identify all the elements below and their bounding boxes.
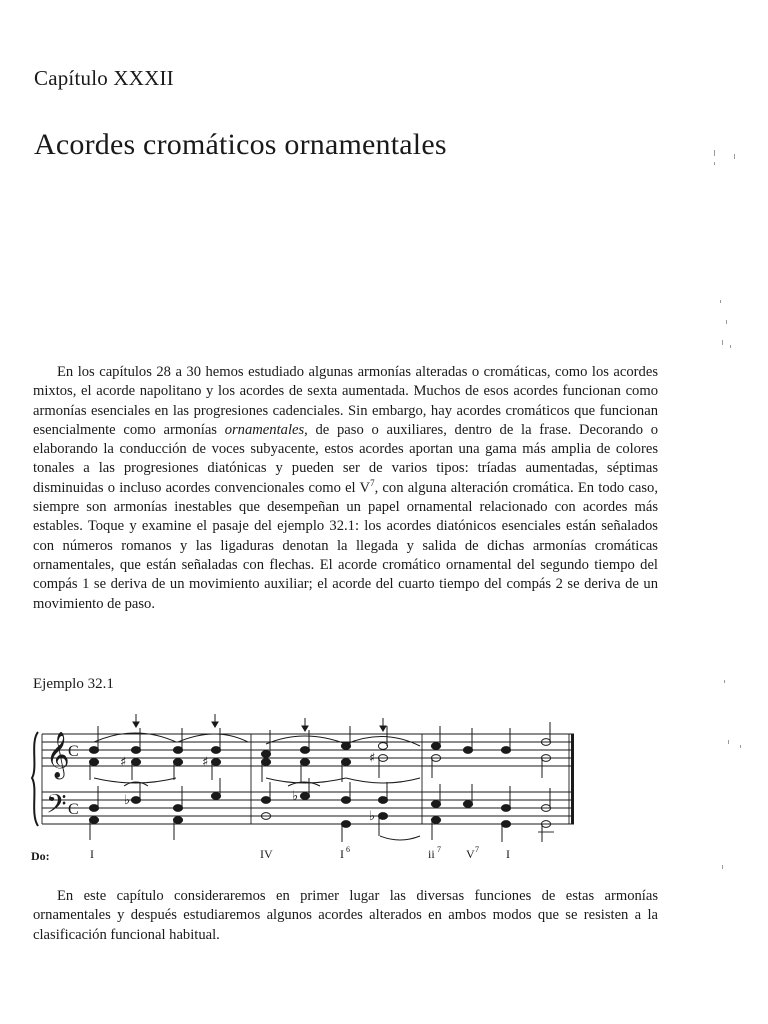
roman-numeral: I [340,847,344,861]
sharp-icon: ♯ [369,751,376,766]
music-example-score [28,712,588,872]
note [463,747,472,754]
scan-margin-marks [700,140,768,900]
note [300,793,309,800]
arrow-down-icon [133,714,139,727]
note [89,747,98,754]
note [300,747,309,754]
note [173,747,182,754]
bass-time-signature: C [68,801,79,818]
note [261,759,270,766]
chapter-label: Capítulo XXXII [34,66,174,90]
flat-icon: ♭ [369,809,376,824]
chapter-title: Acordes cromáticos ornamentales [34,128,447,161]
treble-time-signature: C [68,743,79,760]
note [261,751,270,758]
paragraph-1-text-a: En los capítulos 28 a 30 hemos estudiado algunas armonías alteradas o cromáticas, como los acordes mixtos, el acorde napolitano y los acordes de sexta aumentada. Muchos de esos acordes funcionan como armonías esenciales en las progresiones cadenciales. Sin embargo, hay acordes cromáticos que funcionan esencialmente como armonías [33,364,658,438]
note [211,747,220,754]
note [300,759,309,766]
roman-numeral: I [90,847,94,861]
roman-numeral: V [466,847,475,861]
roman-numeral: I [506,847,510,861]
roman-numeral-superscript: 7 [475,845,479,854]
note [431,743,440,750]
slur [178,734,248,742]
arrow-down-icon [302,718,308,731]
note [211,759,220,766]
paragraph-1-superscript: 7 [370,477,375,488]
note [341,743,350,750]
paragraph-1-text-c: , con alguna alteración cromática. En todo caso, siempre son armonías inestables que desempeñan un papel ornamental relacionado con acordes más estables. Toque y examine el pasaje del ejemplo 32.1: los acordes diatónicos esenciales están señalados con números romanos y las ligaduras denotan la llegada y salida de dichas armonías cromáticas ornamentales, que están señaladas con flechas. El acorde cromático ornamental del segundo tiempo del compás 1 se deriva de un movimiento auxiliar; el acorde del cuarto tiempo del compás 2 se deriva de un movimiento de paso. [33,479,658,612]
note [131,747,140,754]
roman-numeral: IV [260,847,273,861]
note [501,821,510,828]
slur [380,836,420,840]
note [131,797,140,804]
key-label: Do: [31,849,50,863]
roman-numeral-superscript: 6 [346,845,350,854]
note [431,801,440,808]
note [341,797,350,804]
body-paragraph-1 [33,363,658,614]
note [378,813,387,820]
roman-numeral-superscript: 7 [437,845,441,854]
note [211,793,220,800]
note [501,805,510,812]
note [89,817,98,824]
note [89,805,98,812]
arrow-down-icon [212,714,218,727]
example-caption: Ejemplo 32.1 [33,676,114,692]
note [431,817,440,824]
roman-numeral: ii [428,847,435,861]
note [261,797,270,804]
note [341,821,350,828]
note [378,743,387,750]
note [173,805,182,812]
note [501,747,510,754]
slur [346,736,420,746]
note [131,759,140,766]
final-barline-thick [571,734,574,824]
flat-icon: ♭ [124,793,131,808]
treble-clef-icon: 𝄞 [46,732,70,778]
arrow-down-icon [380,718,386,731]
note [173,759,182,766]
note [89,759,98,766]
note [463,801,472,808]
slur [266,736,346,744]
slur [346,778,420,783]
paragraph-1-italic: ornamentales [224,421,305,438]
note [173,817,182,824]
body-paragraph-2: En este capítulo consideraremos en primer lugar las diversas funciones de estas armonías ornamentales y después estudiaremos algunos acordes alterados en ambos modos que se resisten a la clasificación funcional habitual. [33,888,658,943]
bass-clef-icon: 𝄢 [46,788,67,826]
sharp-icon: ♯ [120,755,127,770]
flat-icon: ♭ [292,789,299,804]
brace [32,732,38,826]
note [341,759,350,766]
sharp-icon: ♯ [202,755,209,770]
note [378,797,387,804]
paragraph-1-text-b: , de paso o auxiliares, dentro de la frase. Decorando o elaborando la conducción de voces subyacente, estos acordes aportan una gama más amplia de colores tonales a las progresiones diatónicas y pueden ser de varios tipos: tríadas aumentadas, séptimas disminuidas o incluso acordes convencionales como el V [33,421,658,496]
